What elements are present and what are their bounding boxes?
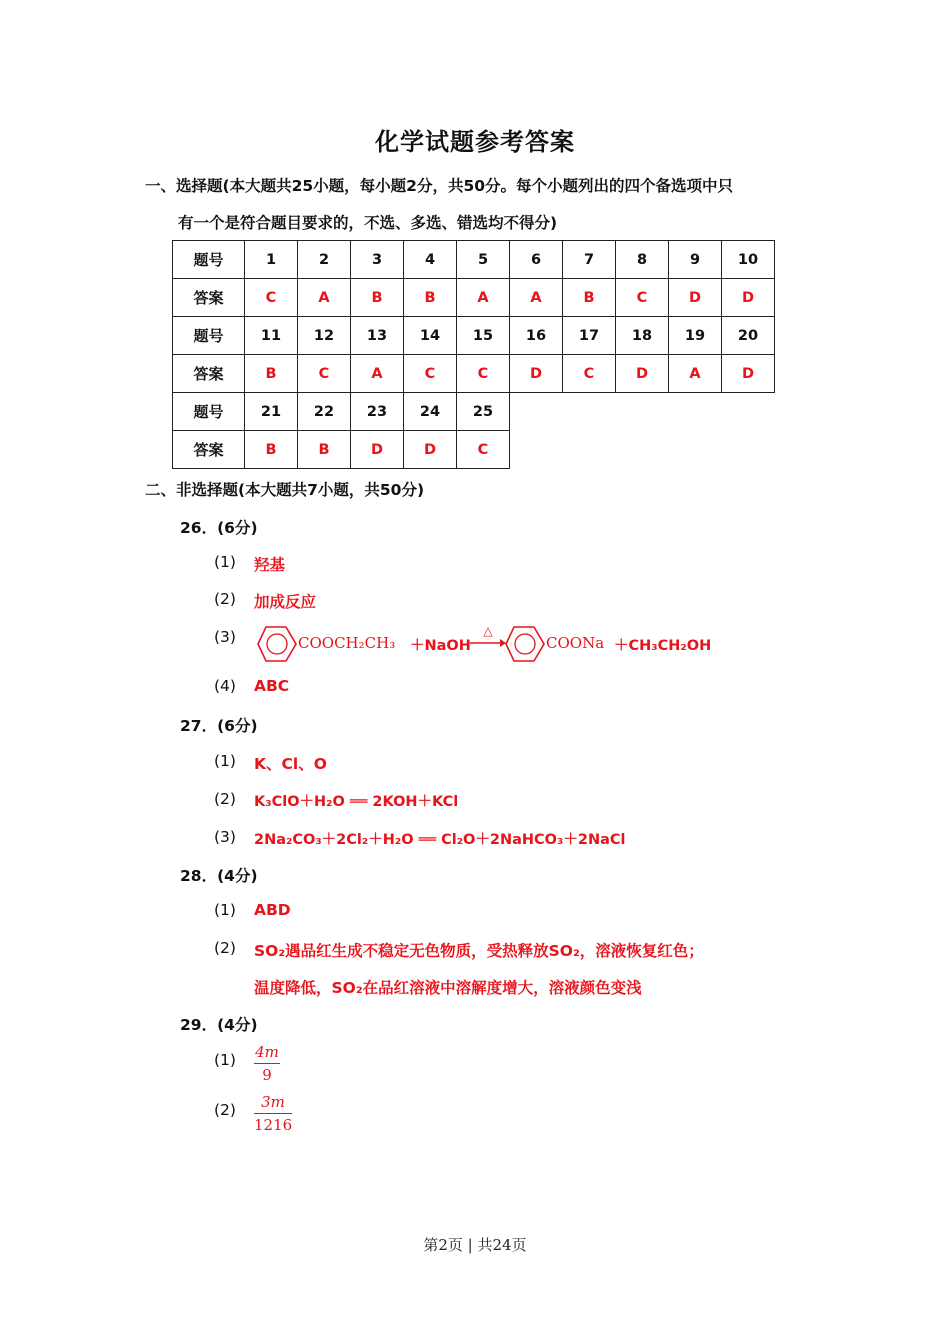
q26-ester-formula: COOCH₂CH₃ — [298, 634, 396, 652]
q27-p3-label: (3) — [214, 828, 236, 846]
q27-p1-answer: K、Cl、O — [254, 755, 327, 773]
q-num-cell: 17 — [563, 317, 616, 355]
answer-cell: B — [563, 279, 616, 317]
q26-ethanol: ＋CH₃CH₂OH — [614, 638, 712, 654]
benzene-ring-icon — [504, 624, 548, 664]
q28-heading: 28．(4分) — [180, 867, 258, 885]
q-num-cell: 14 — [404, 317, 457, 355]
q29-heading: 29．(4分) — [180, 1016, 258, 1034]
heat-condition: △ — [483, 624, 493, 638]
answer-cell: D — [510, 355, 563, 393]
q28-p2-label: (2) — [214, 939, 236, 957]
q27-p1-label: (1) — [214, 752, 236, 770]
answer-cell: C — [457, 355, 510, 393]
q26-p1-label: (1) — [214, 553, 236, 571]
reaction-arrow-icon — [470, 638, 506, 648]
section2-heading: 二、非选择题(本大题共7小题，共50分) — [145, 481, 425, 499]
answer-cell: B — [404, 279, 457, 317]
q28-p2-answer-line2: 温度降低，SO₂在品红溶液中溶解度增大，溶液颜色变浅 — [254, 979, 642, 997]
q26-p2-answer: 加成反应 — [254, 593, 317, 611]
q-num-cell: 8 — [616, 241, 669, 279]
table-row — [173, 431, 775, 469]
q-num-cell: 24 — [404, 393, 457, 431]
q26-p1-answer: 羟基 — [254, 556, 286, 574]
q26-naoh: ＋NaOH — [410, 638, 471, 654]
q29-p2-fraction — [254, 1093, 292, 1134]
q28-p2-answer-line1: SO₂遇品红生成不稳定无色物质，受热释放SO₂，溶液恢复红色； — [254, 942, 704, 960]
a-label-cell: 答案 — [173, 355, 245, 393]
q-label-cell: 题号 — [173, 317, 245, 355]
fraction-numerator: 4m — [255, 1043, 279, 1061]
q26-p4-answer: ABC — [254, 677, 290, 695]
page-footer: 第2页 | 共24页 — [423, 1236, 527, 1254]
q-num-cell: 11 — [245, 317, 298, 355]
q28-p1-label: (1) — [214, 901, 236, 919]
section1-line2: 有一个是符合题目要求的，不选、多选、错选均不得分) — [178, 214, 558, 232]
q-num-cell: 12 — [298, 317, 351, 355]
q-num-cell: 6 — [510, 241, 563, 279]
q29-p2-label: (2) — [214, 1101, 236, 1119]
q-num-cell: 1 — [245, 241, 298, 279]
answer-cell: B — [245, 431, 298, 469]
answer-table — [172, 240, 775, 469]
empty-cell — [510, 431, 775, 469]
q-num-cell: 21 — [245, 393, 298, 431]
a-label-cell: 答案 — [173, 431, 245, 469]
answer-cell: B — [351, 279, 404, 317]
answer-cell: B — [245, 355, 298, 393]
table-row — [173, 393, 775, 431]
q29-p1-label: (1) — [214, 1051, 236, 1069]
q-label-cell: 题号 — [173, 241, 245, 279]
answer-cell: C — [245, 279, 298, 317]
q26-p3-label: (3) — [214, 628, 236, 646]
page-title: 化学试题参考答案 — [375, 128, 575, 156]
q-num-cell: 19 — [669, 317, 722, 355]
q-num-cell: 22 — [298, 393, 351, 431]
q26-p2-label: (2) — [214, 590, 236, 608]
answer-cell: A — [457, 279, 510, 317]
answer-cell: D — [722, 279, 775, 317]
answer-cell: B — [298, 431, 351, 469]
answer-cell: A — [510, 279, 563, 317]
q27-p2-label: (2) — [214, 790, 236, 808]
fraction-denominator: 9 — [262, 1066, 272, 1084]
q-num-cell: 5 — [457, 241, 510, 279]
answer-cell: C — [563, 355, 616, 393]
answer-cell: C — [457, 431, 510, 469]
answer-cell: A — [298, 279, 351, 317]
q-num-cell: 25 — [457, 393, 510, 431]
section1-line1: 一、选择题(本大题共25小题，每小题2分，共50分。每个小题列出的四个备选项中只 — [145, 177, 734, 195]
empty-cell — [510, 393, 775, 431]
answer-cell: C — [298, 355, 351, 393]
answer-cell: D — [616, 355, 669, 393]
q-num-cell: 18 — [616, 317, 669, 355]
q26-salt-formula: COONa — [546, 634, 605, 652]
q-num-cell: 13 — [351, 317, 404, 355]
q28-p1-answer: ABD — [254, 901, 291, 919]
table-row — [173, 241, 775, 279]
answer-cell: C — [404, 355, 457, 393]
fraction-numerator: 3m — [261, 1093, 285, 1111]
q-num-cell: 7 — [563, 241, 616, 279]
table-row — [173, 317, 775, 355]
q-label-cell: 题号 — [173, 393, 245, 431]
answer-cell: D — [351, 431, 404, 469]
answer-cell: D — [722, 355, 775, 393]
answer-cell: D — [404, 431, 457, 469]
q-num-cell: 20 — [722, 317, 775, 355]
q-num-cell: 10 — [722, 241, 775, 279]
answer-cell: D — [669, 279, 722, 317]
q-num-cell: 15 — [457, 317, 510, 355]
table-row — [173, 279, 775, 317]
q-num-cell: 16 — [510, 317, 563, 355]
q27-p3-answer: 2Na₂CO₃＋2Cl₂＋H₂O ══ Cl₂O＋2NaHCO₃＋2NaCl — [254, 832, 626, 848]
table-row — [173, 355, 775, 393]
q27-p2-answer: K₃ClO＋H₂O ══ 2KOH＋KCl — [254, 794, 459, 810]
benzene-ring-icon — [256, 624, 300, 664]
q29-p1-fraction — [254, 1043, 280, 1084]
q-num-cell: 2 — [298, 241, 351, 279]
a-label-cell: 答案 — [173, 279, 245, 317]
answer-cell: A — [351, 355, 404, 393]
fraction-denominator: 1216 — [254, 1116, 293, 1134]
q26-p4-label: (4) — [214, 677, 236, 695]
q-num-cell: 23 — [351, 393, 404, 431]
q-num-cell: 3 — [351, 241, 404, 279]
answer-cell: A — [669, 355, 722, 393]
q-num-cell: 9 — [669, 241, 722, 279]
q26-heading: 26．(6分) — [180, 519, 258, 537]
answer-cell: C — [616, 279, 669, 317]
q-num-cell: 4 — [404, 241, 457, 279]
q27-heading: 27．(6分) — [180, 717, 258, 735]
